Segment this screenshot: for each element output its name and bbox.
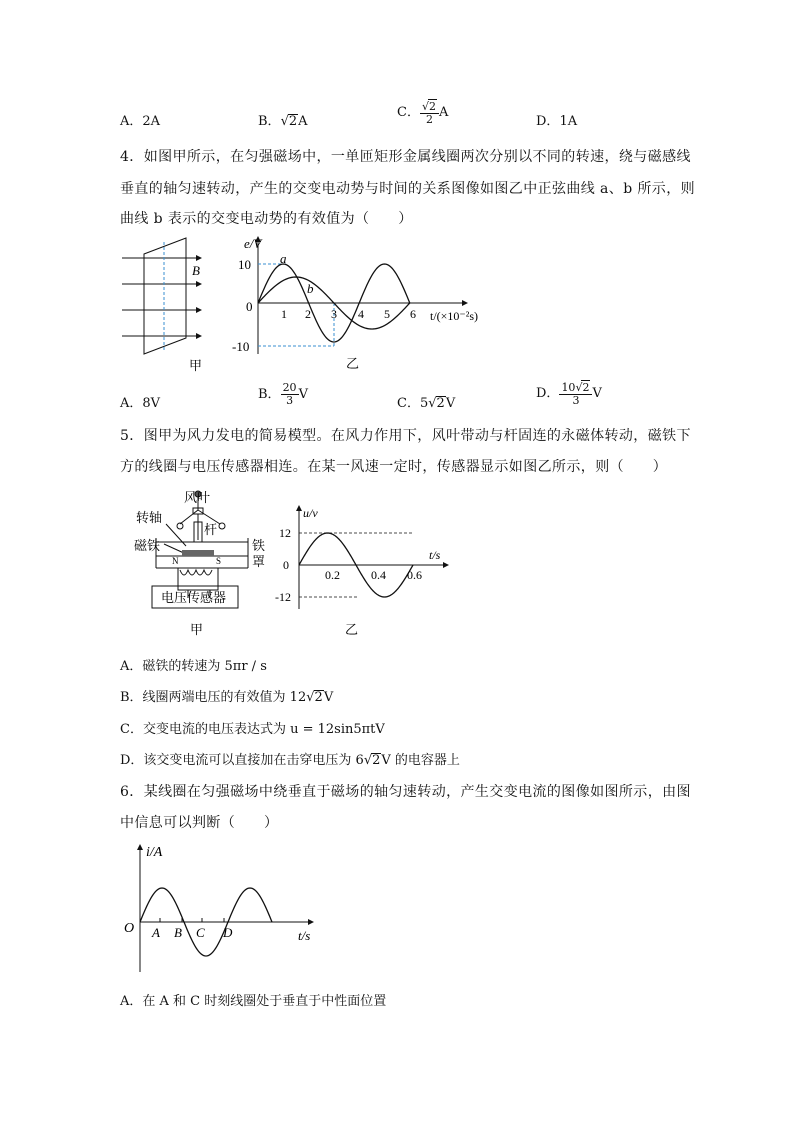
q4-x-label: t/(×10⁻²s) [430, 309, 479, 323]
q5-origin: 0 [283, 558, 289, 572]
q4-option-b: B． $\frac{20}{3}$ V [258, 381, 308, 407]
q4-y-tick-10: 10 [238, 257, 251, 272]
q6-point-D: D [223, 925, 233, 940]
q4-stem-line3: 曲线 b 表示的交变电动势的有效值为（ ） [120, 211, 413, 227]
q4-x-tick-2: 2 [305, 307, 311, 321]
q3-option-b: B．√2A [258, 114, 308, 129]
q6-option-a: A．在 A 和 C 时刻线圈处于垂直于中性面位置 [120, 994, 387, 1009]
q6-x-label: t/s [298, 928, 311, 943]
q5-y-label: u/v [303, 506, 318, 520]
q5-option-a: A．磁铁的转速为 5πr / s [120, 659, 267, 674]
q5-figure-yi [275, 505, 455, 635]
q4-curve-a-label: a [280, 251, 287, 266]
q5-y-tick-12: 12 [279, 526, 291, 540]
q4-figure-yi [230, 236, 500, 376]
q6-stem-line2: 中信息可以判断（ ） [120, 815, 279, 831]
q5-label-N: N [172, 556, 179, 566]
q5-option-b: B．线圈两端电压的有效值为 12√2V [120, 690, 334, 705]
q5-stem-line2: 方的线圈与电压传感器相连。在某一风速一定时，传感器显示如图乙所示，则（ ） [120, 459, 668, 475]
q4-caption-yi: 乙 [346, 356, 360, 371]
q5-stem-line1: 5．图甲为风力发电的简易模型。在风力作用下，风叶带动与杆固连的永磁体转动，磁铁下 [120, 428, 691, 444]
q4-field-B-label: B [192, 263, 200, 278]
q3-option-a: A．2A [120, 114, 161, 129]
q6-stem-line1: 6．某线圈在匀强磁场中绕垂直于磁场的轴匀速转动，产生交变电流的图像如图所示，由图 [120, 784, 691, 800]
q5-sensor-label: 电压传感器 [161, 590, 227, 605]
q4-stem-line1: 4．如图甲所示，在匀强磁场中，一单匝矩形金属线圈两次分别以不同的转速，绕与磁感线 [120, 149, 691, 165]
q6-point-C: C [196, 925, 205, 940]
q4-x-tick-3: 3 [331, 307, 337, 321]
q5-x-tick-0.2: 0.2 [325, 568, 340, 582]
q5-label-tie: 铁 [252, 538, 266, 553]
q4-caption-jia: 甲 [189, 358, 203, 373]
q6-point-B: B [174, 925, 182, 940]
q4-x-tick-5: 5 [384, 307, 390, 321]
q6-figure [120, 840, 330, 980]
q4-option-c: C．5√2V [397, 396, 456, 411]
q5-label-S: S [216, 556, 222, 566]
q4-figure-jia [118, 236, 218, 376]
q5-y-tick-neg12: -12 [275, 590, 291, 604]
q4-option-d: D． $\frac{10√2}{3}$ V [536, 381, 602, 407]
q4-curve-b-label: b [307, 281, 314, 296]
q4-option-a: A．8V [120, 396, 161, 411]
q4-stem-line2: 垂直的轴匀速转动，产生的交变电动势与时间的关系图像如图乙中正弦曲线 a、b 所示，则 [120, 181, 696, 197]
q5-label-citie: 磁铁 [134, 538, 161, 553]
q3-option-c: C． $\frac{√2}{2}$ A [397, 100, 449, 126]
q5-option-d: D．该交变电流可以直接加在击穿电压为 6√2V 的电容器上 [120, 753, 460, 768]
q4-x-tick-4: 4 [358, 307, 364, 321]
q4-y-label: e/V [244, 236, 262, 251]
q4-x-tick-1: 1 [281, 307, 287, 321]
q5-label-zhuanzhou: 转轴 [136, 510, 163, 525]
q6-point-A: A [152, 925, 160, 940]
q4-x-tick-6: 6 [410, 307, 416, 321]
q5-x-tick-0.4: 0.4 [371, 568, 386, 582]
q5-label-gan: 杆 [204, 522, 218, 537]
q4-origin: 0 [246, 299, 253, 314]
q5-caption-jia: 甲 [190, 622, 204, 637]
q6-origin: O [124, 921, 135, 936]
q4-y-tick-neg10: -10 [232, 339, 250, 354]
q5-x-tick-0.6: 0.6 [407, 568, 422, 582]
q5-label-zhao: 罩 [252, 554, 266, 569]
q5-label-fengye: 风叶 [184, 490, 211, 505]
q5-option-c: C．交变电流的电压表达式为 u = 12sin5πtV [120, 722, 385, 737]
q5-caption-yi: 乙 [345, 622, 359, 637]
q6-y-label: i/A [146, 845, 163, 860]
q5-x-label: t/s [429, 548, 441, 562]
q5-figure-jia [130, 488, 270, 638]
q3-option-d: D．1A [536, 114, 578, 129]
